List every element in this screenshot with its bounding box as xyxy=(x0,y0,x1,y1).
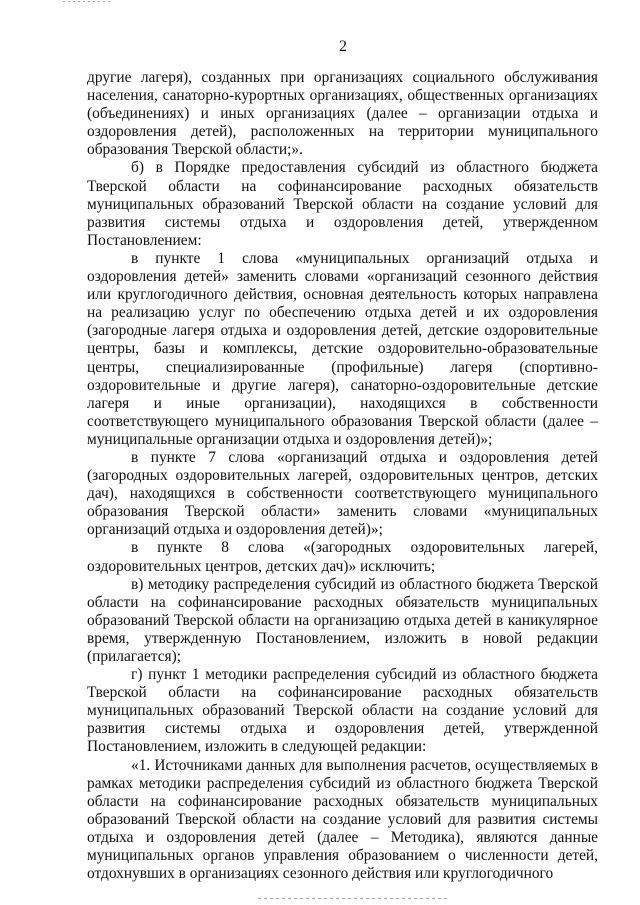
page-number: 2 xyxy=(339,38,347,55)
paragraph-item-v: в) методику распределения субсидий из областного бюджета Тверской области на софинансирование расходных обязательств муниципальных образований Тверской области на организацию отдыха детей в каникулярное время, утвержденную Постановлением, изложить в новой редакции (прилагается); xyxy=(87,575,598,665)
paragraph-point-7-amendment: в пункте 7 слова «организаций отдыха и оздоровления детей (загородных оздоровительных лагерей, оздоровительных центров, детских дач), находящихся в собственности соответствующего муниципального образования Тверской области» заменить словами «муниципальных организаций отдыха и оздоровления детей)»; xyxy=(87,448,598,539)
paragraph-item-b: б) в Порядке предоставления субсидий из областного бюджета Тверской области на софинансирование расходных обязательств муниципальных образований Тверской области на создание условий для развития системы отдыха и оздоровления детей, утвержденном Постановлением: xyxy=(87,159,598,249)
paragraph-item-g: г) пункт 1 методики распределения субсидий из областного бюджета Тверской области на софинансирование расходных обязательств муниципальных образований Тверской области на создание условий для развития системы отдыха и оздоровления детей, утвержденной Постановлением, изложить в следующей редакции: xyxy=(87,666,598,756)
paragraph-continuation: другие лагеря), созданных при организациях социального обслуживания населения, санаторно-курортных организациях, общественных организациях (объединениях) и иных организациях (далее – организации отдыха и оздоровления детей), расположенных на территории муниципального образования Тверской области;». xyxy=(87,69,598,159)
scan-edge-marks-top xyxy=(0,0,640,4)
paragraph-point-1-amendment: в пункте 1 слова «муниципальных организаций отдыха и оздоровления детей» заменить словами «организаций сезонного действия или круглогодичного действия, основная деятельность которых направлена на реализацию услуг по обеспечению отдыха детей и их оздоровления (загородные лагеря отдыха и оздоровления детей, детские оздоровительные центры, базы и комплексы, детские оздоровительно-образовательные центры, специализированные (профильные) лагеря (спортивно-оздоровительные и другие лагеря), санаторно-оздоровительные детские лагеря и иные организации), находящихся в собственности соответствующего муниципального образования Тверской области (далее – муниципальные организации отдыха и оздоровления детей)»; xyxy=(87,249,598,448)
document-body xyxy=(87,69,598,883)
paragraph-quoted-point-1: «1. Источниками данных для выполнения расчетов, осуществляемых в рамках методики распределения субсидий из областного бюджета Тверской области на софинансирование расходных обязательств муниципальных образований Тверской области на создание условий для развития системы отдыха и оздоровления детей (далее – Методика), являются данные муниципальных органов управления образованием о численности детей, отдохнувших в организациях сезонного действия или круглогодичного xyxy=(87,756,598,883)
paragraph-point-8-amendment: в пункте 8 слова «(загородных оздоровительных лагерей, оздоровительных центров, детских дач)» исключить; xyxy=(87,539,598,575)
scan-edge-marks-bottom xyxy=(0,897,640,901)
